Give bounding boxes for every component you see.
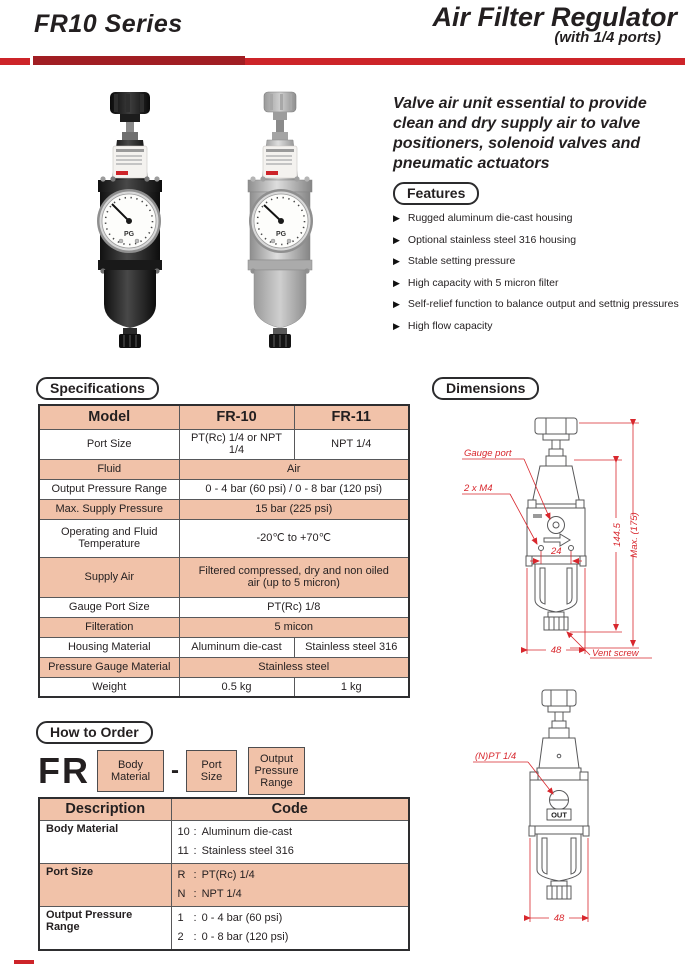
brand-strip bbox=[116, 171, 128, 175]
gauge-port-label: Gauge port bbox=[464, 448, 512, 459]
code-value: 2 bbox=[177, 930, 184, 943]
bullet-arrow-icon: ▶ bbox=[393, 299, 400, 309]
bullet-arrow-icon: ▶ bbox=[393, 213, 400, 223]
table-row bbox=[39, 557, 409, 597]
spec-value: 0.5 kg bbox=[179, 677, 294, 697]
code-text: Aluminum die-cast bbox=[201, 825, 293, 838]
feature-text: Stable setting pressure bbox=[407, 255, 516, 267]
order-code-table bbox=[38, 797, 410, 951]
spec-value: PT(Rc) 1/8 bbox=[179, 597, 409, 617]
filter-bowl bbox=[104, 270, 156, 328]
series-title: FR10 Series bbox=[34, 10, 183, 38]
feature-item bbox=[393, 213, 685, 225]
bullet-arrow-icon: ▶ bbox=[393, 320, 400, 331]
table-row bbox=[39, 479, 409, 499]
header-rule-dark-segment bbox=[33, 56, 245, 65]
table-row bbox=[39, 499, 409, 519]
spec-label: Output Pressure Range bbox=[39, 479, 179, 499]
order-row-codes bbox=[171, 863, 409, 906]
drain-knob bbox=[119, 328, 141, 348]
drain-knob bbox=[269, 328, 291, 348]
product-label bbox=[113, 146, 147, 178]
spec-label: Gauge Port Size bbox=[39, 597, 179, 617]
spec-label: Housing Material bbox=[39, 637, 179, 657]
product-subtitle: (with 1/4 ports) bbox=[554, 29, 661, 46]
code-value: 10 bbox=[177, 825, 190, 838]
spec-label: Max. Supply Pressure bbox=[39, 499, 179, 519]
table-header-row bbox=[39, 405, 409, 429]
table-row bbox=[39, 657, 409, 677]
table-row bbox=[39, 637, 409, 657]
feature-item bbox=[393, 278, 685, 290]
spec-value: Stainless steel bbox=[179, 657, 409, 677]
feature-text: Self-relief function to balance output and settnig pressures bbox=[407, 298, 679, 310]
footer-accent-mark bbox=[14, 960, 34, 964]
width-dim: 48 bbox=[553, 913, 565, 924]
feature-text: High capacity with 5 micron filter bbox=[407, 276, 559, 289]
features-list bbox=[393, 213, 685, 342]
table-row bbox=[39, 429, 409, 459]
product-label bbox=[263, 146, 297, 178]
dimension-drawing-side bbox=[440, 676, 685, 926]
code-value: R bbox=[177, 868, 186, 881]
order-prefix: FR bbox=[38, 750, 90, 791]
order-row-label: Body Material bbox=[39, 820, 171, 863]
order-box-output-pressure: Output Pressure Range bbox=[248, 747, 305, 795]
code-text: PT(Rc) 1/4 bbox=[201, 868, 255, 881]
brand-strip bbox=[266, 171, 278, 175]
table-row bbox=[39, 597, 409, 617]
pressure-gauge bbox=[249, 189, 313, 253]
code-value: 11 bbox=[177, 844, 189, 857]
max-height-dim: Max. (175) bbox=[629, 512, 640, 558]
order-box-port-size: Port Size bbox=[186, 750, 237, 792]
spec-value: 15 bar (225 psi) bbox=[179, 499, 409, 519]
mounting-label: 2 x M4 bbox=[464, 483, 493, 494]
code-separator: : bbox=[193, 911, 197, 924]
spec-value: PT(Rc) 1/4 or NPT 1/4 bbox=[179, 429, 294, 459]
code-text: 0 - 4 bar (60 psi) bbox=[201, 911, 283, 924]
lock-nut bbox=[272, 132, 288, 140]
order-dash: - bbox=[171, 757, 179, 784]
code-text: NPT 1/4 bbox=[201, 887, 242, 900]
feature-text: Optional stainless steel 316 housing bbox=[407, 233, 577, 246]
spec-value: 5 micon bbox=[179, 617, 409, 637]
spec-label: Operating and Fluid Temperature bbox=[39, 519, 179, 557]
side-view-device bbox=[529, 690, 589, 899]
bullet-arrow-icon: ▶ bbox=[393, 234, 400, 245]
how-to-order-heading: How to Order bbox=[36, 721, 153, 744]
order-code-builder bbox=[38, 746, 305, 796]
gauge-logo: PG bbox=[123, 231, 135, 238]
code-separator: : bbox=[193, 868, 197, 881]
page-title bbox=[432, 2, 677, 46]
product-photo-aluminum bbox=[90, 88, 182, 356]
order-row-codes bbox=[171, 820, 409, 863]
order-row-label: Output Pressure Range bbox=[39, 906, 171, 950]
column-header: Code bbox=[171, 798, 409, 820]
spec-value: -20℃ to +70℃ bbox=[179, 519, 409, 557]
code-value: 1 bbox=[177, 911, 184, 924]
body-logo-mark bbox=[533, 514, 542, 518]
feature-item bbox=[393, 256, 685, 268]
spec-value: Stainless steel 316 bbox=[294, 637, 409, 657]
bullet-arrow-icon: ▶ bbox=[393, 277, 400, 288]
feature-item bbox=[393, 299, 685, 311]
spec-value: Aluminum die-cast bbox=[179, 637, 294, 657]
filter-bowl bbox=[254, 270, 306, 328]
spec-label: Pressure Gauge Material bbox=[39, 657, 179, 677]
table-row bbox=[39, 863, 409, 906]
feature-item bbox=[393, 235, 685, 247]
spec-value: 1 kg bbox=[294, 677, 409, 697]
column-header: FR-10 bbox=[179, 405, 294, 429]
table-row bbox=[39, 519, 409, 557]
product-title: Air Filter Regulator bbox=[432, 2, 677, 32]
column-header: Description bbox=[39, 798, 171, 820]
code-separator: : bbox=[193, 930, 197, 943]
table-row bbox=[39, 677, 409, 697]
spec-label: Fluid bbox=[39, 459, 179, 479]
feature-text: Rugged aluminum die-cast housing bbox=[407, 212, 573, 224]
table-row bbox=[39, 820, 409, 863]
spec-label: Port Size bbox=[39, 429, 179, 459]
bowl-outline bbox=[537, 834, 581, 881]
code-value: N bbox=[177, 887, 186, 900]
spec-value: 0 - 4 bar (60 psi) / 0 - 8 bar (120 psi) bbox=[179, 479, 409, 499]
spec-label: Weight bbox=[39, 677, 179, 697]
specifications-heading: Specifications bbox=[36, 377, 159, 400]
port-size-label: (N)PT 1/4 bbox=[475, 751, 517, 762]
regulator-knob-black bbox=[110, 92, 150, 122]
header-rule-segment bbox=[0, 58, 30, 65]
spec-value: Filtered compressed, dry and non oiled air (up to 5 micron) bbox=[179, 557, 409, 597]
order-row-codes bbox=[171, 906, 409, 950]
column-header: Model bbox=[39, 405, 179, 429]
intro-paragraph: Valve air unit essential to provide clean and dry supply air to valve positioners, solenoid valves and pneumatic actuators bbox=[393, 95, 647, 172]
code-separator: : bbox=[193, 844, 197, 857]
pressure-gauge bbox=[97, 189, 161, 253]
table-row bbox=[39, 906, 409, 950]
lock-nut bbox=[122, 132, 138, 140]
hole-spacing-dim: 24 bbox=[551, 546, 562, 557]
out-label: OUT bbox=[551, 810, 567, 820]
spec-value: Air bbox=[179, 459, 409, 479]
bullet-arrow-icon: ▶ bbox=[393, 256, 400, 266]
dimension-drawing-front bbox=[440, 404, 685, 664]
spec-label: Supply Air bbox=[39, 557, 179, 597]
feature-text: High flow capacity bbox=[407, 319, 493, 332]
column-header: FR-11 bbox=[294, 405, 409, 429]
product-photo-stainless bbox=[240, 88, 332, 356]
specifications-table bbox=[38, 404, 410, 698]
table-row bbox=[39, 459, 409, 479]
bowl-outline bbox=[535, 564, 577, 612]
gauge-logo: PG bbox=[275, 231, 287, 238]
code-text: Stainless steel 316 bbox=[201, 844, 294, 857]
vent-screw-label: Vent screw bbox=[592, 648, 639, 659]
spec-label: Filteration bbox=[39, 617, 179, 637]
header-rule-segment bbox=[245, 58, 685, 65]
front-view-device bbox=[526, 418, 586, 630]
regulator-knob-stainless bbox=[264, 92, 296, 120]
order-row-label: Port Size bbox=[39, 863, 171, 906]
feature-item bbox=[393, 321, 685, 333]
code-separator: : bbox=[193, 887, 197, 900]
order-box-body-material: Body Material bbox=[97, 750, 164, 792]
code-text: 0 - 8 bar (120 psi) bbox=[201, 930, 289, 943]
width-dim: 48 bbox=[550, 645, 562, 656]
spec-value: NPT 1/4 bbox=[294, 429, 409, 459]
dimensions-heading: Dimensions bbox=[432, 377, 539, 400]
features-heading: Features bbox=[393, 182, 479, 205]
code-separator: : bbox=[193, 825, 197, 838]
table-header-row bbox=[39, 798, 409, 820]
body-height-dim: 144.5 bbox=[612, 523, 623, 547]
table-row bbox=[39, 617, 409, 637]
